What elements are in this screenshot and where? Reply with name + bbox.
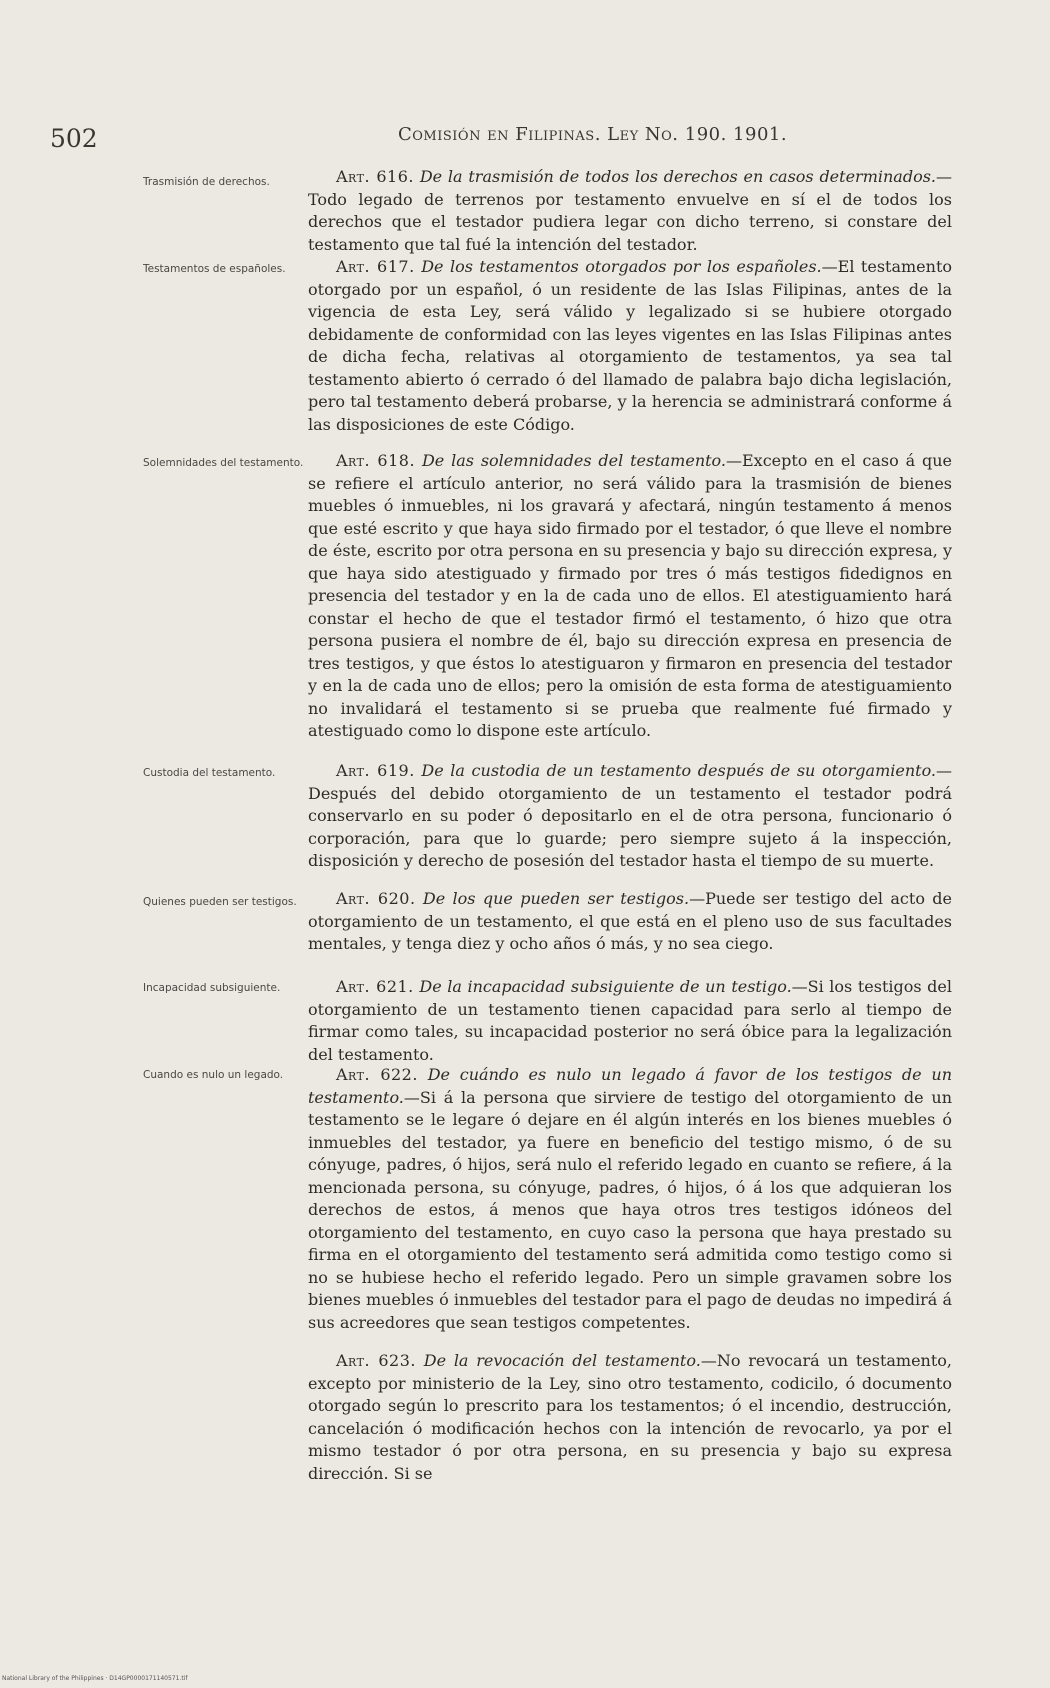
page-number: 502 xyxy=(50,124,98,153)
article-number: Art. 618. xyxy=(336,451,416,470)
article-618 xyxy=(308,450,952,743)
article-text: —Si los testigos del otorgamiento de un testamento tienen capacidad para serlo al tiempo de firmar como tales, su incapacidad posterior no será óbice para la legalización del testamento. xyxy=(308,977,952,1064)
article-title: De cuándo es nulo un legado á favor de los testigos de un testamento. xyxy=(308,1065,952,1107)
margin-note-nulo-legado: Cuando es nulo un legado. xyxy=(143,1069,284,1081)
article-text: —Todo legado de terrenos por testamento envuelve en sí el de todos los derechos que el testador pudiera legar con dicho terreno, si constare del testamento que tal fué la intención del testador. xyxy=(308,167,953,254)
article-622 xyxy=(308,1064,952,1334)
article-text: —Excepto en el caso á que se refiere el artículo anterior, no será válido para la trasmisión de bienes muebles ó inmuebles, ni los gravará y afectará, ningún testamento á menos que esté escrito y que haya sido firmado por el testador, ó que lleve el nombre de éste, escrito por otra persona en su presencia y bajo su dirección expresa, y que haya sido atestiguado y firmado por tres ó más testigos fidedignos en presencia del testador y en la de cada uno de ellos. El atestiguamiento hará constar el hecho de que el testador firmó el testamento, ó hizo que otra persona pusiera el nombre de él, bajo su dirección expresa en presencia de tres testigos, y que éstos lo atestiguaron y firmaron en presencia del testador y en la de cada uno de ellos; pero la omisión de esta forma de atestiguamiento no invalidará el testamento si se prueba que realmente fué firmado y atestiguado como lo dispone este artículo. xyxy=(308,451,953,740)
article-text: —Puede ser testigo del acto de otorgamiento de un testamento, el que está en el pleno uso de sus facultades mentales, y tenga diez y ocho años ó más, y no sea ciego. xyxy=(308,889,953,953)
article-text: —El testamento otorgado por un español, ó un residente de las Islas Filipinas, antes de la vigencia de esta Ley, será válido y legalizado si se hubiere otorgado debidamente de conformidad con las leyes vigentes en las Islas Filipinas antes de dicha fecha, relativas al otorgamiento de testamentos, ya sea tal testamento abierto ó cerrado ó del llamado de palabra bajo dicha legislación, pero tal testamento deberá probarse, y la herencia se administrará conforme á las disposiciones de este Código. xyxy=(308,257,953,434)
margin-note-incapacidad: Incapacidad subsiguiente. xyxy=(143,982,281,994)
margin-note-trasmision: Trasmisión de derechos. xyxy=(143,176,270,188)
margin-note-custodia: Custodia del testamento. xyxy=(143,767,276,779)
article-title: De la custodia de un testamento después de su otorgamiento. xyxy=(421,761,937,780)
article-title: De la revocación del testamento. xyxy=(423,1351,701,1370)
article-616 xyxy=(308,166,952,256)
article-620 xyxy=(308,888,952,956)
article-text: —Si á la persona que sirviere de testigo del otorgamiento de un testamento se le legare ó dejare en él algún interés en los bienes muebles ó inmuebles del testador, ya fuere en beneficio del testigo mismo, ó de su cónyuge, padres, ó hijos, será nulo el referido legado en cuanto se refiere, á la mencionada persona, su cónyuge, padres, ó hijos, ó á los que adquieran los derechos de estos, á menos que haya otros tres testigos idóneos del otorgamiento del testamento, en cuyo caso la persona que haya prestado su firma en el otorgamiento del testamento será admitida como testigo como si no se hubiese hecho el referido legado. Pero un simple gravamen sobre los bienes muebles ó inmuebles del testador para el pago de deudas no impedirá á sus acreedores que sean testigos competentes. xyxy=(308,1087,952,1332)
running-head: Comisión en Filipinas. Ley No. 190. 1901. xyxy=(398,124,788,145)
article-number: Art. 621. xyxy=(336,977,414,996)
article-623 xyxy=(308,1350,952,1485)
margin-note-quienes-testigos: Quienes pueden ser testigos. xyxy=(143,896,297,908)
article-title: De las solemnidades del testamento. xyxy=(421,451,726,470)
article-619 xyxy=(308,760,952,873)
margin-note-solemnidades: Solemnidades del testamento. xyxy=(143,457,304,469)
article-number: Art. 619. xyxy=(336,761,415,780)
article-title: De la incapacidad subsiguiente de un testigo. xyxy=(419,977,792,996)
article-number: Art. 623. xyxy=(336,1351,416,1370)
margin-note-testamentos-espanoles: Testamentos de españoles. xyxy=(143,263,286,275)
article-number: Art. 622. xyxy=(336,1065,418,1084)
article-title: De los testamentos otorgados por los españoles. xyxy=(421,257,822,276)
article-title: De los que pueden ser testigos. xyxy=(422,889,690,908)
article-text: —Después del debido otorgamiento de un testamento el testador podrá conservarlo en su poder ó depositarlo en el de otra persona, funcionario ó corporación, para que lo guarde; pero siempre sujeto á la inspección, disposición y derecho de posesión del testador hasta el tiempo de su muerte. xyxy=(308,761,953,870)
article-number: Art. 620. xyxy=(336,889,416,908)
article-title: De la trasmisión de todos los derechos en casos determinados. xyxy=(419,167,937,186)
article-617 xyxy=(308,256,952,436)
scan-credit: National Library of the Philippines · D14GP0000171140571.tif xyxy=(2,1675,188,1682)
article-number: Art. 617. xyxy=(336,257,415,276)
article-621 xyxy=(308,976,952,1066)
article-text: —No revocará un testamento, excepto por ministerio de la Ley, sino otro testamento, codicilo, ó documento otorgado según lo prescrito para los testamentos; ó el incendio, destrucción, cancelación ó modificación hechos con la intención de revocarlo, ya por el mismo testador ó por otra persona, en su presencia y bajo su expresa dirección. Si se xyxy=(308,1351,953,1483)
article-number: Art. 616. xyxy=(336,167,414,186)
